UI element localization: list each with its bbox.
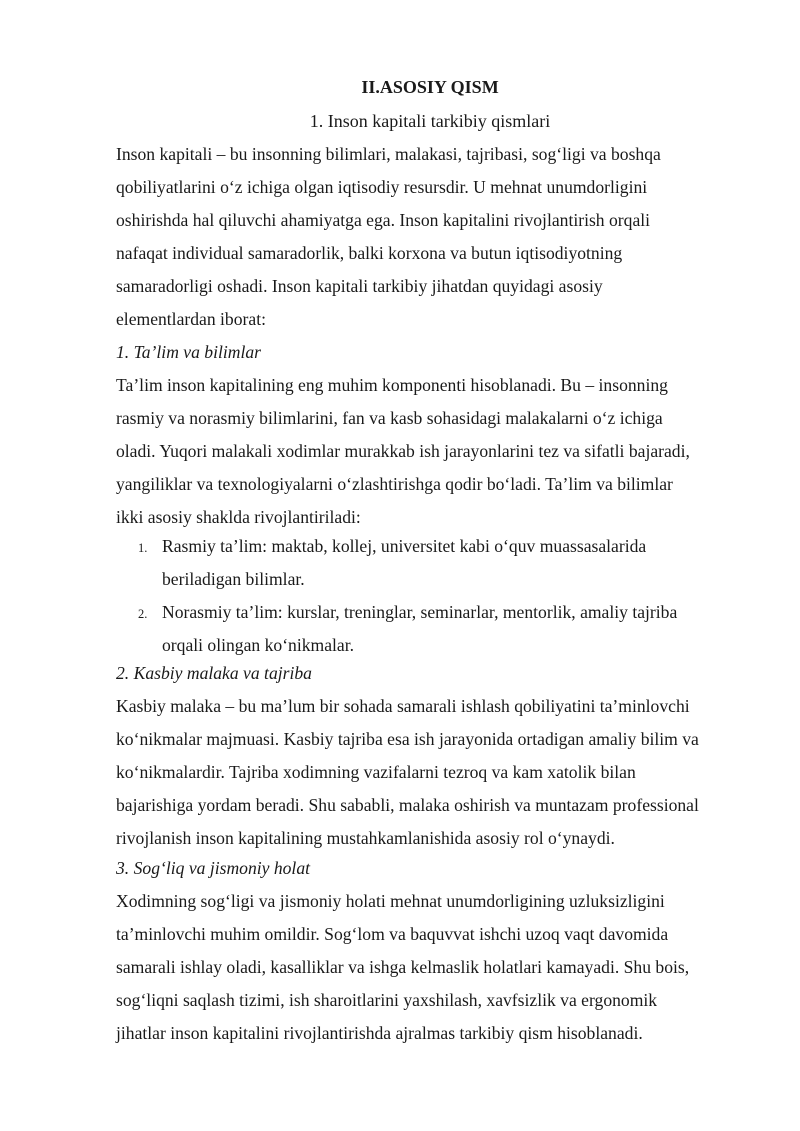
section-heading: 3. Sog‘liq va jismoniy holat: [116, 858, 311, 878]
page-title: II.ASOSIY QISM: [361, 77, 499, 97]
paragraph-line: samaradorligi oshadi. Inson kapitali tarkibiy jihatdan quyidagi asosiy: [116, 276, 603, 296]
paragraph-line: qobiliyatlarini o‘z ichiga olgan iqtisodiy resursdir. U mehnat unumdorligini: [116, 177, 648, 197]
list-number: 1.: [138, 541, 148, 555]
section-heading: 2. Kasbiy malaka va tajriba: [116, 663, 312, 683]
paragraph-line: sog‘liqni saqlash tizimi, ish sharoitlarini yaxshilash, xavfsizlik va ergonomik: [116, 990, 658, 1010]
paragraph-line: ko‘nikmalardir. Tajriba xodimning vazifalarni tezroq va kam xatolik bilan: [116, 762, 636, 782]
list-number: 2.: [138, 607, 148, 621]
paragraph-line: oladi. Yuqori malakali xodimlar murakkab ish jarayonlarini tez va sifatli bajaradi,: [116, 441, 690, 461]
paragraph-line: rivojlanish inson kapitalining mustahkamlanishida asosiy rol o‘ynaydi.: [116, 828, 615, 848]
paragraph-line: Inson kapitali – bu insonning bilimlari, malakasi, tajribasi, sog‘ligi va boshqa: [116, 144, 661, 164]
paragraph-line: Kasbiy malaka – bu ma’lum bir sohada samarali ishlash qobiliyatini ta’minlovchi: [116, 696, 690, 716]
paragraph-line: bajarishiga yordam beradi. Shu sababli, malaka oshirish va muntazam professional: [116, 795, 699, 815]
paragraph-line: Xodimning sog‘ligi va jismoniy holati mehnat unumdorligining uzluksizligini: [116, 891, 665, 911]
paragraph-line: nafaqat individual samaradorlik, balki korxona va butun iqtisodiyotning: [116, 243, 623, 263]
paragraph-line: jihatlar inson kapitalini rivojlantirishda ajralmas tarkibiy qism hisoblanadi.: [116, 1023, 643, 1043]
list-item-line: orqali olingan ko‘nikmalar.: [162, 635, 355, 655]
list-item-line: beriladigan bilimlar.: [162, 569, 305, 589]
paragraph-line: yangiliklar va texnologiyalarni o‘zlashtirishga qodir bo‘ladi. Ta’lim va bilimlar: [116, 474, 673, 494]
paragraph-line: ko‘nikmalar majmuasi. Kasbiy tajriba esa ish jarayonida ortadigan amaliy bilim va: [116, 729, 699, 749]
paragraph-line: ikki asosiy shaklda rivojlantiriladi:: [116, 507, 361, 527]
list-item-line: Rasmiy ta’lim: maktab, kollej, universitet kabi o‘quv muassasalarida: [162, 536, 647, 556]
paragraph-line: samarali ishlay oladi, kasalliklar va ishga kelmaslik holatlari kamayadi. Shu bois,: [116, 957, 690, 977]
paragraph-line: elementlardan iborat:: [116, 309, 266, 329]
paragraph-line: ta’minlovchi muhim omildir. Sog‘lom va baquvvat ishchi uzoq vaqt davomida: [116, 924, 669, 944]
paragraph-line: rasmiy va norasmiy bilimlarini, fan va kasb sohasidagi malakalarni o‘z ichiga: [116, 408, 663, 428]
list-item-line: Norasmiy ta’lim: kurslar, treninglar, seminarlar, mentorlik, amaliy tajriba: [162, 602, 678, 622]
paragraph-line: oshirishda hal qiluvchi ahamiyatga ega. Inson kapitalini rivojlantirish orqali: [116, 210, 651, 230]
paragraph-line: Ta’lim inson kapitalining eng muhim komponenti hisoblanadi. Bu – insonning: [116, 375, 668, 395]
section-heading: 1. Ta’lim va bilimlar: [116, 342, 262, 362]
section-subtitle: 1. Inson kapitali tarkibiy qismlari: [309, 111, 551, 131]
